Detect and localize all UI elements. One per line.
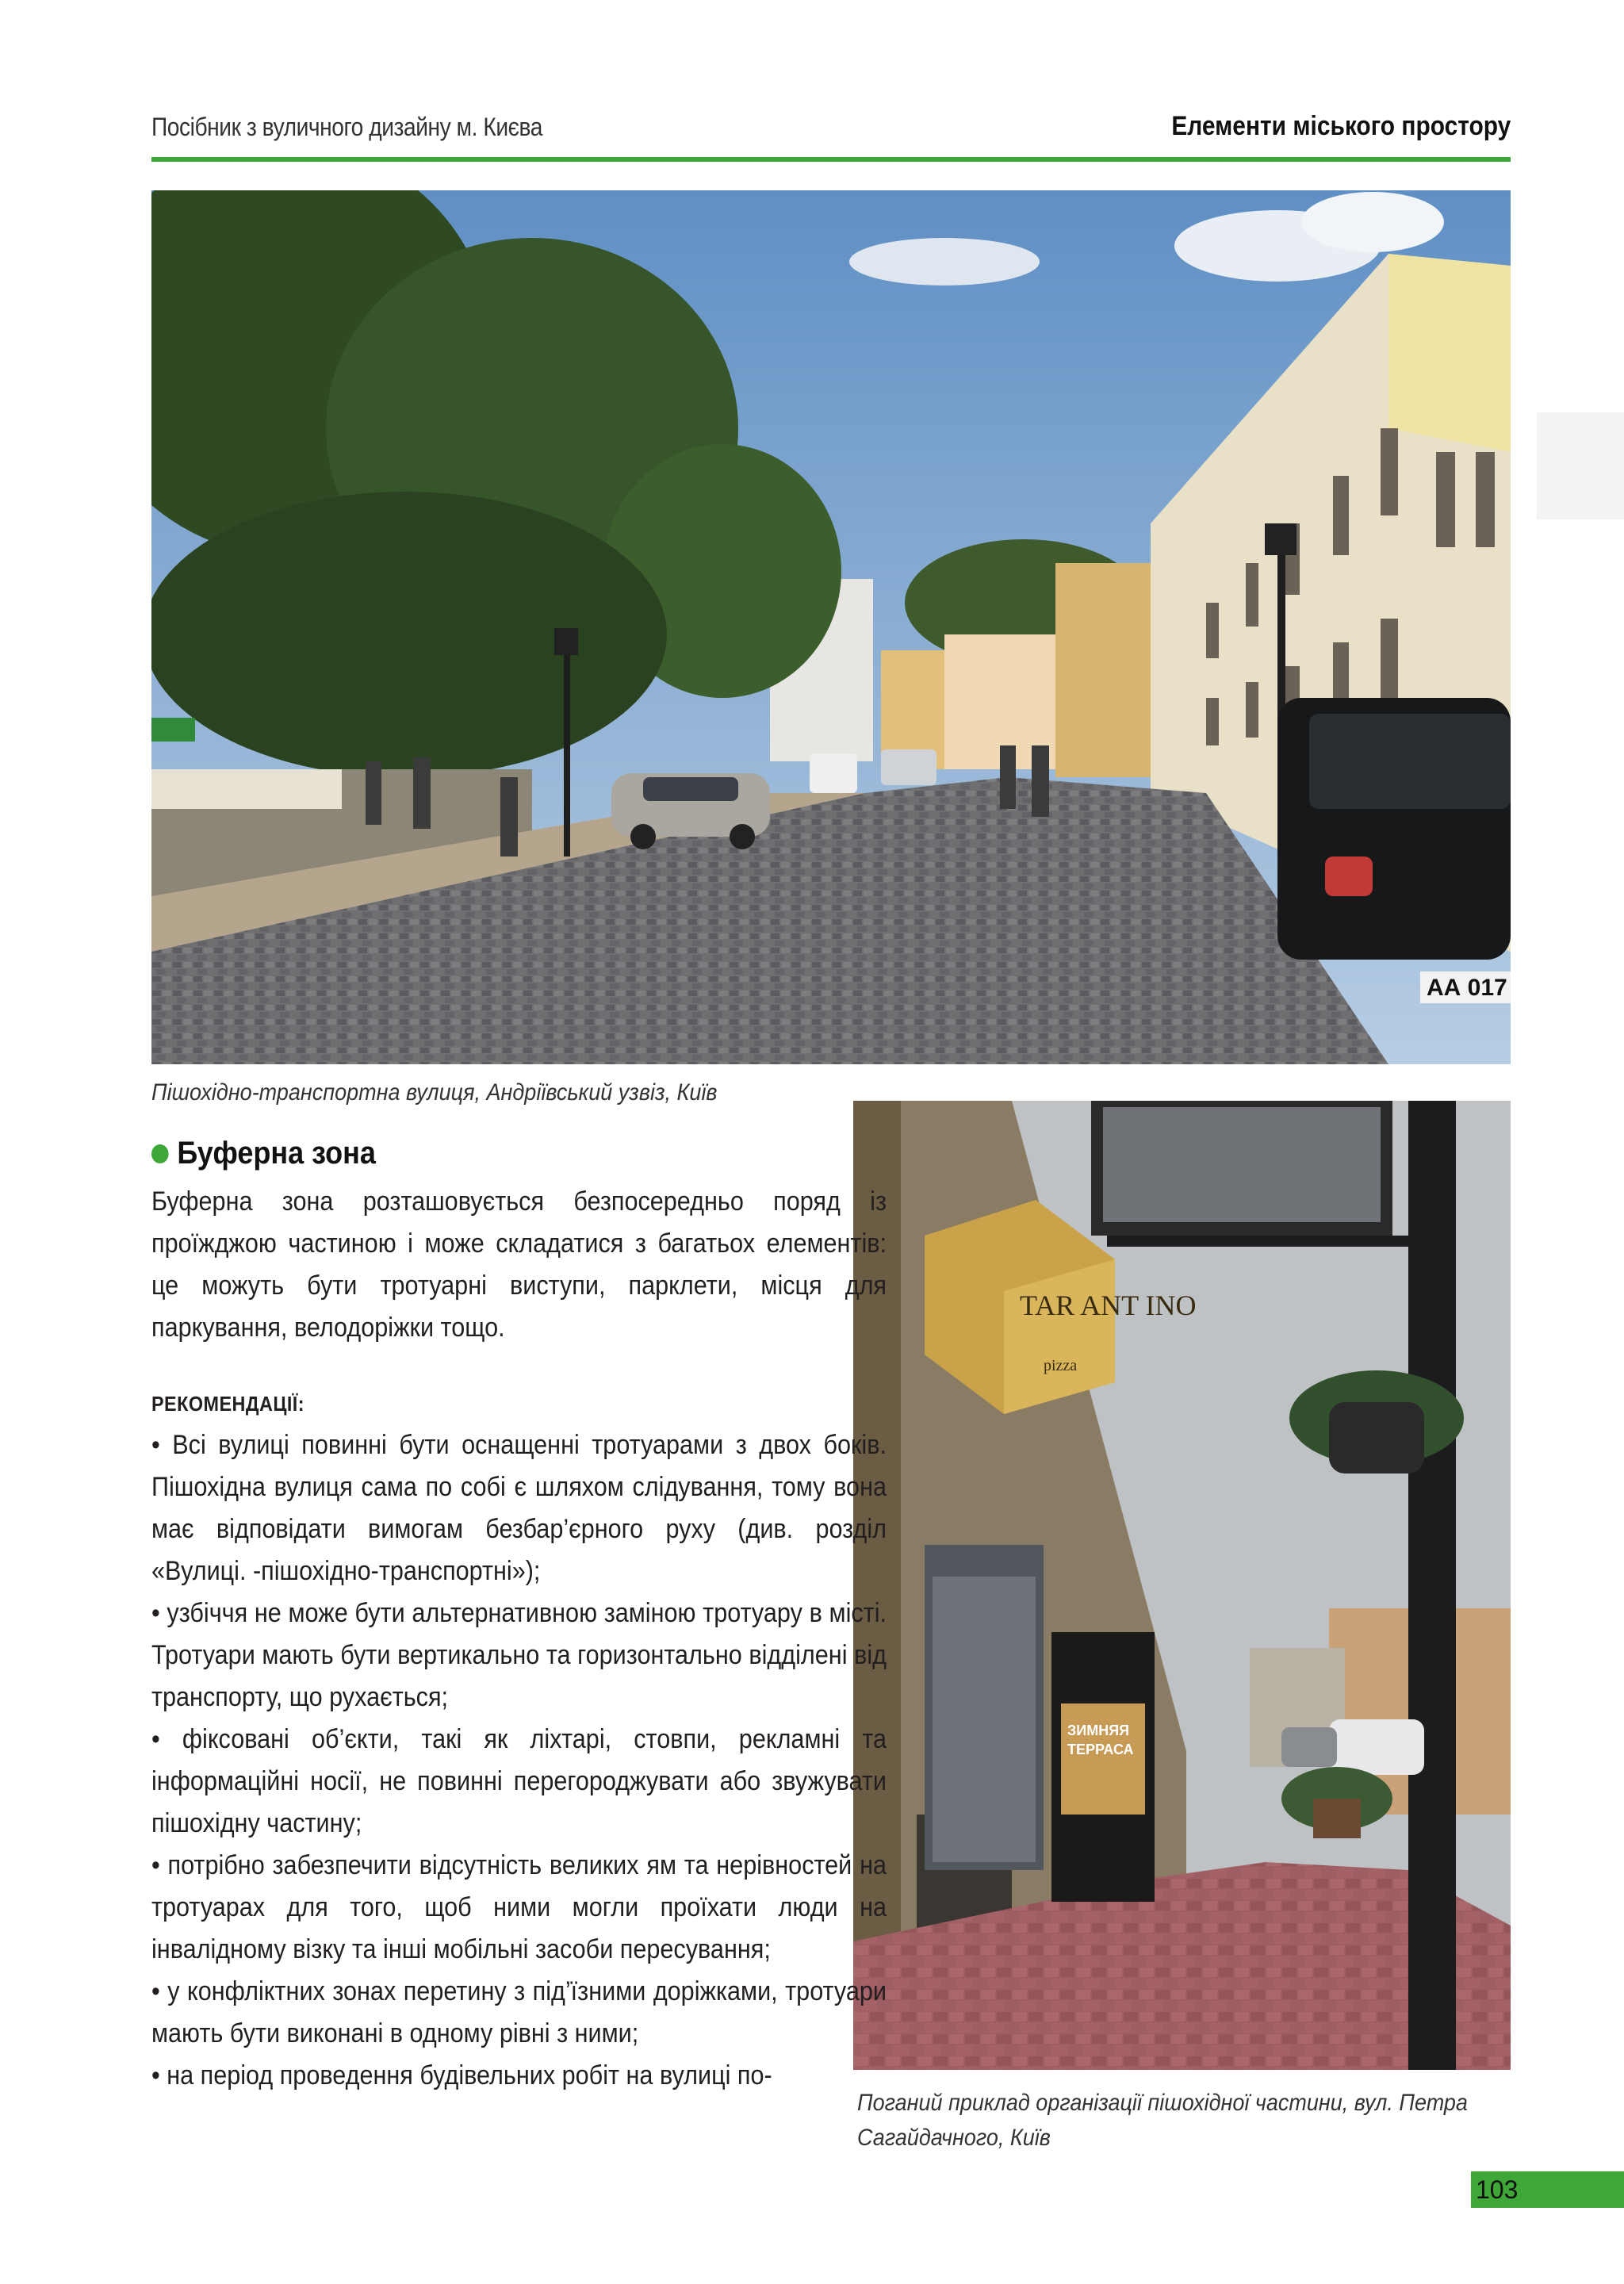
green-bullet-icon xyxy=(151,1144,169,1163)
caption-right-photo: Поганий приклад організації пішохідної частини, вул. Петра Сагайдачного, Київ xyxy=(857,2090,1468,2151)
recommendation-item: • на період проведення будівельних робіт на вулиці по- xyxy=(151,2060,772,2090)
recommendation-item: • фіксовані об’єкти, такі як ліхтарі, стовпи, рекламні та інформаційні носії, не повинні перегороджувати або звужувати пішохідну частину; xyxy=(151,1724,887,1838)
photo-sahaidachnoho-street xyxy=(853,1101,1511,2070)
section-title-text: Буферна зона xyxy=(177,1136,376,1171)
sign-zimnyaya-1: ЗИМНЯЯ xyxy=(1067,1723,1130,1738)
side-tab xyxy=(1537,412,1624,519)
sign-tarantino: TAR ANT INO xyxy=(1020,1290,1197,1321)
license-plate: АА 017 xyxy=(1427,975,1507,1001)
section-title xyxy=(151,1136,887,1171)
text-column xyxy=(151,1136,887,2097)
sign-zimnyaya-2: ТЕРРАСА xyxy=(1067,1742,1134,1757)
recommendation-item: • Всі вулиці повинні бути оснащенні тротуарами з двох боків. Пішохідна вулиця сама по собі є шляхом слідування, тому вона має відповідати вимогам безбар’єрного руху (див. розділ «Вулиці. -пішохідно-транспортні»); xyxy=(151,1430,887,1586)
recommendation-item: • узбіччя не може бути альтернативною заміною тротуару в місті. Тротуари мають бути вертикально та горизонтально відділені від транспорту, що рухається; xyxy=(151,1598,887,1712)
running-header-right: Елементи міського простору xyxy=(1171,111,1511,141)
recommendation-item: • потрібно забезпечити відсутність великих ям та нерівностей на тротуарах для того, щоб ними могли проїхати люди на інвалідному візку та інші мобільні засоби пересування; xyxy=(151,1850,887,1964)
sign-pizza: pizza xyxy=(1044,1357,1078,1374)
photo-andriivskyi-street xyxy=(151,190,1511,1064)
running-header-left: Посібник з вуличного дизайну м. Києва xyxy=(151,113,542,141)
recommendation-item: • у конфліктних зонах перетину з під’їзними доріжками, тротуари мають бути виконані в одному рівні з ними; xyxy=(151,1976,887,2048)
caption-top-photo: Пішохідно-транспортна вулиця, Андріївський узвіз, Київ xyxy=(151,1079,718,1106)
recommendations-title: РЕКОМЕНДАЦІЇ: xyxy=(151,1392,304,1416)
header-rule xyxy=(151,157,1511,162)
section-body: Буферна зона розташовується безпосередньо поряд із проїжджою частиною і може складатися з багатьох елементів: це можуть бути тротуарні виступи, парклети, місця для паркування, велодоріжки тощо. xyxy=(151,1186,887,1343)
page-number: 103 xyxy=(1471,2171,1624,2208)
